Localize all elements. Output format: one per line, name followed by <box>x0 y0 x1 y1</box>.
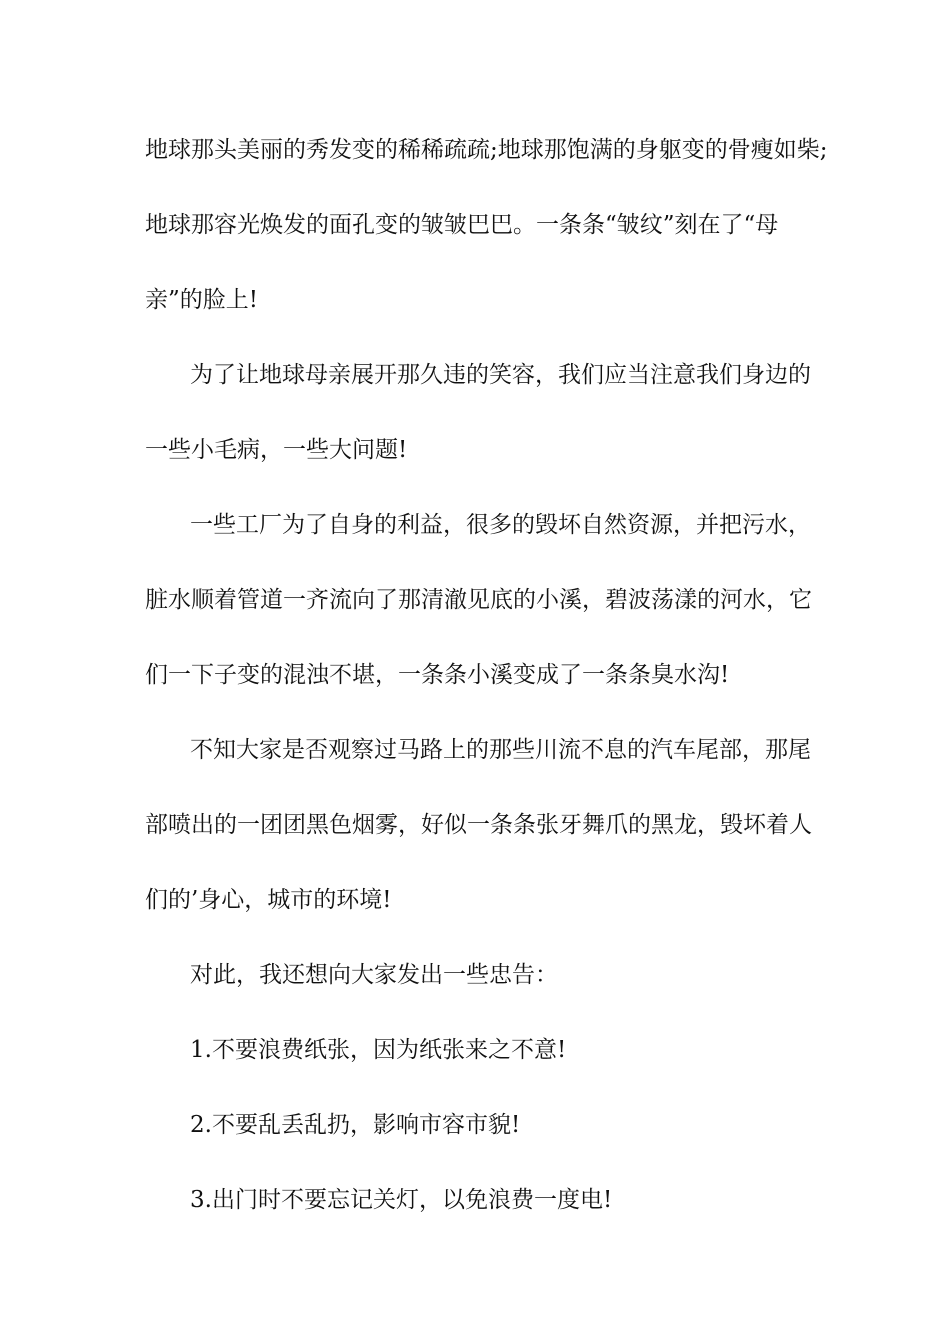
list-item-2: 2.不要乱丢乱扔，影响市容市貌! <box>190 1112 521 1138</box>
text-line: 们一下子变的混浊不堪，一条条小溪变成了一条条臭水沟! <box>145 662 730 688</box>
paragraph-first-line: 为了让地球母亲展开那久违的笑容，我们应当注意我们身边的 <box>190 362 811 388</box>
paragraph-first-line: 不知大家是否观察过马路上的那些川流不息的汽车尾部，那尾 <box>190 737 811 763</box>
text-line: 地球那头美丽的秀发变的稀稀疏疏;地球那饱满的身躯变的骨瘦如柴; <box>145 137 828 163</box>
paragraph-first-line: 对此，我还想向大家发出一些忠告： <box>190 962 558 988</box>
list-item-1: 1.不要浪费纸张，因为纸张来之不意! <box>190 1037 567 1063</box>
text-line: 地球那容光焕发的面孔变的皱皱巴巴。一条条“皱纹”刻在了“母 <box>145 212 779 238</box>
text-line: 脏水顺着管道一齐流向了那清澈见底的小溪，碧波荡漾的河水，它 <box>145 587 812 613</box>
text-line: 部喷出的一团团黑色烟雾，好似一条条张牙舞爪的黑龙，毁坏着人 <box>145 812 812 838</box>
text-line: 一些小毛病，一些大问题! <box>145 437 408 463</box>
paragraph-first-line: 一些工厂为了自身的利益，很多的毁坏自然资源，并把污水， <box>190 512 811 538</box>
text-line: 亲”的脸上! <box>145 287 259 313</box>
list-item-3: 3.出门时不要忘记关灯，以免浪费一度电! <box>190 1187 613 1213</box>
text-line: 们的’身心，城市的环境! <box>145 887 392 913</box>
